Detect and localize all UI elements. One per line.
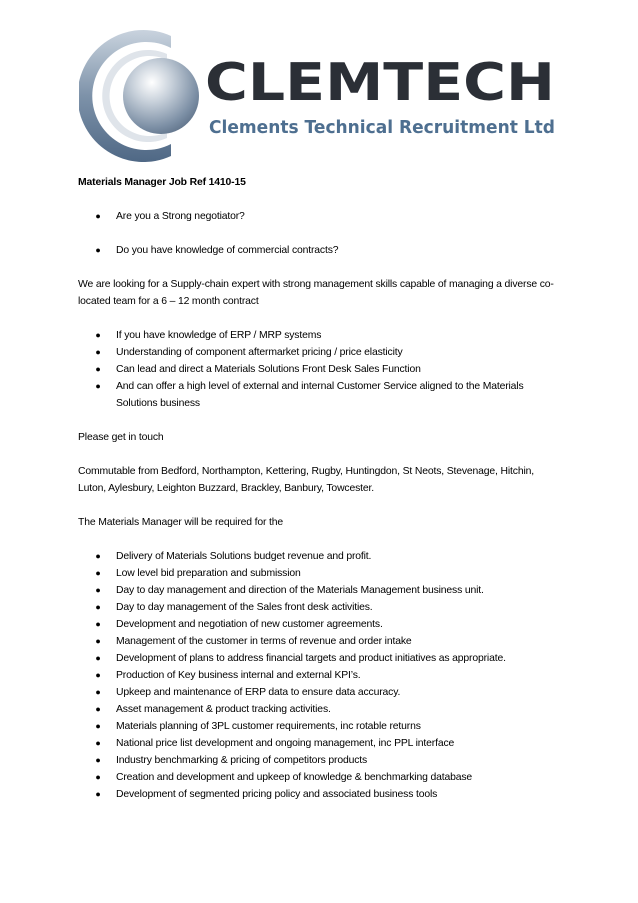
logo-graphic	[79, 22, 561, 170]
bullet-icon: ●	[95, 347, 101, 357]
list-item: ● Day to day management and direction of the Materials Management business unit.	[78, 582, 558, 599]
list-item: ● Understanding of component aftermarket pricing / price elasticity	[78, 344, 558, 361]
bullet-icon: ●	[95, 381, 101, 391]
clemtech-logo	[79, 22, 561, 170]
bullet-icon: ●	[95, 704, 101, 714]
list-item: ● Development and negotiation of new customer agreements.	[78, 616, 558, 633]
logo-tagline: Clements Technical Recruitment Ltd	[209, 117, 555, 138]
duties-list	[78, 548, 558, 803]
list-item: ● Industry benchmarking & pricing of competitors products	[78, 752, 558, 769]
logo-brand-name: CLEMTECH	[205, 53, 555, 113]
bullet-icon: ●	[95, 670, 101, 680]
list-item: ● Do you have knowledge of commercial contracts?	[78, 242, 558, 259]
bullet-icon: ●	[95, 636, 101, 646]
list-item: ● And can offer a high level of external and internal Customer Service aligned to the Materials Solutions business	[78, 378, 558, 412]
list-item: ● Are you a Strong negotiator?	[78, 208, 558, 225]
list-item: ● Development of plans to address financial targets and product initiatives as appropriate.	[78, 650, 558, 667]
logo-sphere	[123, 58, 199, 134]
bullet-icon: ●	[95, 245, 101, 255]
requirements-list	[78, 327, 558, 412]
list-item: ● Development of segmented pricing policy and associated business tools	[78, 786, 558, 803]
bullet-icon: ●	[95, 687, 101, 697]
question-list	[78, 208, 558, 259]
bullet-icon: ●	[95, 330, 101, 340]
list-item: ● Low level bid preparation and submission	[78, 565, 558, 582]
bullet-icon: ●	[95, 211, 101, 221]
list-item: ● National price list development and ongoing management, inc PPL interface	[78, 735, 558, 752]
bullet-icon: ●	[95, 602, 101, 612]
list-item: ● Delivery of Materials Solutions budget revenue and profit.	[78, 548, 558, 565]
contact-line: Please get in touch	[78, 432, 164, 443]
commutable-paragraph: Commutable from Bedford, Northampton, Kettering, Rugby, Huntingdon, St Neots, Stevenage, Hitchin, Luton, Aylesbury, Leighton Buzzard, Brackley, Banbury, Towcester.	[78, 466, 534, 494]
bullet-icon: ●	[95, 585, 101, 595]
bullet-icon: ●	[95, 653, 101, 663]
job-description	[78, 174, 558, 803]
list-item: ● Asset management & product tracking activities.	[78, 701, 558, 718]
bullet-icon: ●	[95, 619, 101, 629]
list-item: ● Materials planning of 3PL customer requirements, inc rotable returns	[78, 718, 558, 735]
bullet-icon: ●	[95, 772, 101, 782]
bullet-icon: ●	[95, 551, 101, 561]
list-item: ● If you have knowledge of ERP / MRP systems	[78, 327, 558, 344]
bullet-icon: ●	[95, 738, 101, 748]
bullet-icon: ●	[95, 364, 101, 374]
intro-paragraph: We are looking for a Supply-chain expert with strong management skills capable of managing a diverse co-located team for a 6 – 12 month contract	[78, 279, 554, 307]
job-title: Materials Manager Job Ref 1410-15	[78, 177, 246, 188]
list-item: ● Creation and development and upkeep of knowledge & benchmarking database	[78, 769, 558, 786]
list-item: ● Upkeep and maintenance of ERP data to ensure data accuracy.	[78, 684, 558, 701]
bullet-icon: ●	[95, 755, 101, 765]
bullet-icon: ●	[95, 721, 101, 731]
bullet-icon: ●	[95, 789, 101, 799]
list-item: ● Day to day management of the Sales front desk activities.	[78, 599, 558, 616]
duties-intro: The Materials Manager will be required for the	[78, 517, 284, 528]
list-item: ● Management of the customer in terms of revenue and order intake	[78, 633, 558, 650]
list-item: ● Can lead and direct a Materials Solutions Front Desk Sales Function	[78, 361, 558, 378]
bullet-icon: ●	[95, 568, 101, 578]
list-item: ● Production of Key business internal and external KPI’s.	[78, 667, 558, 684]
